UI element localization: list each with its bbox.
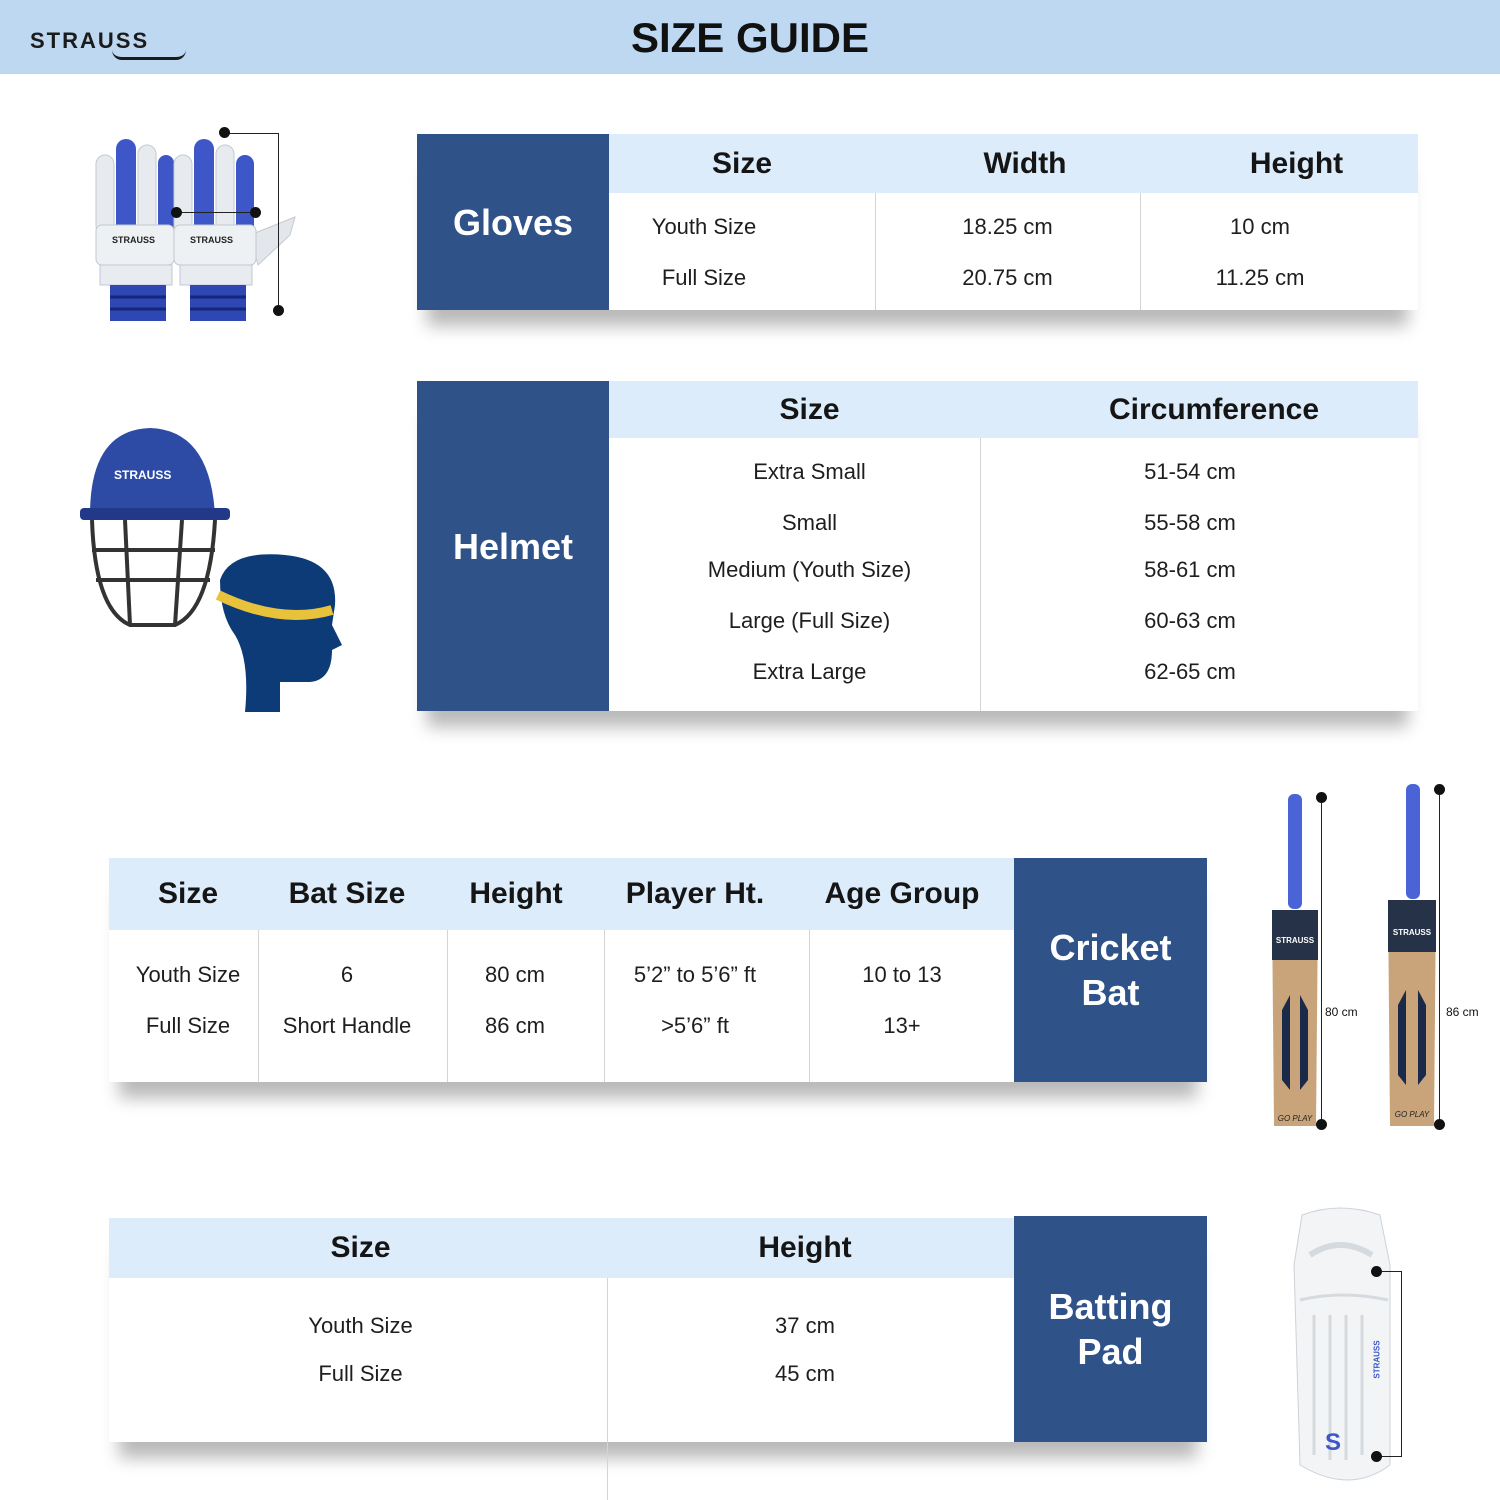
batting-pad-label (1014, 1216, 1207, 1442)
table-cell: Extra Large (752, 659, 867, 684)
divider (447, 930, 448, 1082)
table-cell: Full Size (661, 265, 747, 290)
table-cell: Extra Small (753, 459, 866, 484)
gloves-height-line (278, 133, 279, 310)
helmet-col-circumference: Circumference (1108, 392, 1320, 426)
bat-height-label: 80 cm (1325, 1005, 1358, 1019)
table-cell: 10 cm (1230, 214, 1290, 239)
table-cell: Youth Size (651, 214, 757, 239)
cricket-bat-label-line2: Bat (1081, 972, 1140, 1013)
helmet-label: Helmet (417, 381, 609, 711)
table-cell: Youth Size (135, 962, 241, 987)
cricket-bat-label-line1: Cricket (1049, 927, 1172, 968)
bat-height-label-2: 86 cm (1446, 1005, 1479, 1019)
table-cell: 18.25 cm (962, 214, 1053, 239)
table-cell: 45 cm (775, 1361, 835, 1386)
gloves-col-height: Height (1249, 146, 1344, 180)
table-cell: Short Handle (282, 1013, 412, 1038)
gloves-icon (90, 125, 310, 325)
measure-dot (1371, 1266, 1382, 1277)
table-cell: Large (Full Size) (728, 608, 891, 633)
table-cell: 13+ (883, 1013, 921, 1038)
divider (1140, 193, 1141, 310)
helmet-table (417, 381, 1418, 711)
table-cell: 5’2” to 5’6” ft (633, 962, 757, 987)
divider (875, 193, 876, 310)
measure-dot (1434, 1119, 1445, 1130)
cricket-bat-table (109, 858, 1207, 1082)
batting-pad-illustration (1280, 1205, 1420, 1495)
bat-col-height: Height (469, 877, 563, 910)
table-cell: Youth Size (308, 1313, 413, 1338)
helmet-icon (70, 420, 360, 715)
measure-dot (1316, 792, 1327, 803)
measure-dot (250, 207, 261, 218)
helmet-brand-mark: STRAUSS (114, 468, 172, 482)
bat-script-2: GO PLAY (1394, 1110, 1430, 1119)
table-cell: 55-58 cm (1144, 510, 1236, 535)
gloves-height-line-top (226, 133, 278, 134)
table-cell: Full Size (145, 1013, 231, 1038)
divider (607, 1278, 608, 1500)
table-cell: 86 cm (485, 1013, 545, 1038)
bat-header-row (109, 858, 1019, 930)
measure-dot (1371, 1451, 1382, 1462)
gloves-brand-mark: STRAUSS (112, 235, 156, 245)
table-cell: 37 cm (775, 1313, 835, 1338)
gloves-label: Gloves (417, 134, 609, 310)
divider (809, 930, 810, 1082)
gloves-illustration (90, 125, 310, 325)
measure-dot (1434, 784, 1445, 795)
bat-height-line-2 (1439, 789, 1440, 1124)
gloves-table (417, 134, 1418, 310)
table-cell: 80 cm (485, 962, 545, 987)
gloves-header-row (609, 134, 1418, 193)
pad-logo-letter: S (1324, 1429, 1341, 1456)
pad-col-height: Height (758, 1231, 852, 1264)
table-cell: 20.75 cm (962, 265, 1053, 290)
measure-dot (171, 207, 182, 218)
table-cell: 62-65 cm (1144, 659, 1236, 684)
table-cell: Small (781, 510, 837, 535)
table-cell: Full Size (318, 1361, 403, 1386)
pad-brand-mark: STRAUSS (1372, 1340, 1382, 1379)
table-cell: 11.25 cm (1215, 265, 1305, 290)
batting-pad-label-line2: Pad (1077, 1331, 1144, 1372)
divider (604, 930, 605, 1082)
table-cell: Medium (Youth Size) (707, 557, 912, 582)
bat-height-line (1321, 797, 1322, 1124)
measure-dot (273, 305, 284, 316)
pad-col-size: Size (330, 1231, 391, 1264)
bat-brand-mark: STRAUSS (1275, 936, 1315, 945)
measure-dot (219, 127, 230, 138)
bat-script: GO PLAY (1277, 1114, 1313, 1123)
gloves-brand-mark-right: STRAUSS (190, 235, 234, 245)
measure-dot (1316, 1119, 1327, 1130)
table-cell: >5’6” ft (661, 1013, 729, 1038)
table-cell: 10 to 13 (862, 962, 942, 987)
bat-brand-mark-2: STRAUSS (1392, 928, 1432, 937)
divider (258, 930, 259, 1082)
page-title: SIZE GUIDE (630, 14, 870, 61)
table-cell: 51-54 cm (1144, 459, 1236, 484)
table-cell: 60-63 cm (1144, 608, 1236, 633)
bat-col-age-group: Age Group (824, 877, 980, 910)
table-cell: 58-61 cm (1144, 557, 1236, 582)
cricket-bat-icon (1260, 780, 1496, 1135)
batting-pad-label-line1: Batting (1048, 1286, 1173, 1327)
gloves-col-width: Width (983, 146, 1067, 180)
bat-col-size: Size (157, 877, 219, 910)
helmet-illustration (70, 420, 360, 715)
gloves-col-size: Size (711, 146, 773, 180)
gloves-width-line (176, 212, 256, 213)
batting-pad-icon (1280, 1205, 1420, 1495)
helmet-col-size: Size (779, 392, 840, 426)
pad-header-row (109, 1218, 1019, 1278)
batting-pad-table (109, 1218, 1207, 1442)
cricket-bat-label (1014, 858, 1207, 1082)
table-cell: 6 (340, 962, 354, 987)
brand-logo: STRAUSS (30, 28, 150, 53)
page-header (0, 0, 1500, 74)
helmet-header-row (609, 381, 1418, 438)
pad-height-line (1401, 1271, 1402, 1457)
bat-col-bat-size: Bat Size (288, 877, 406, 910)
bat-col-player-height: Player Ht. (625, 877, 765, 910)
cricket-bat-illustration (1260, 780, 1496, 1135)
